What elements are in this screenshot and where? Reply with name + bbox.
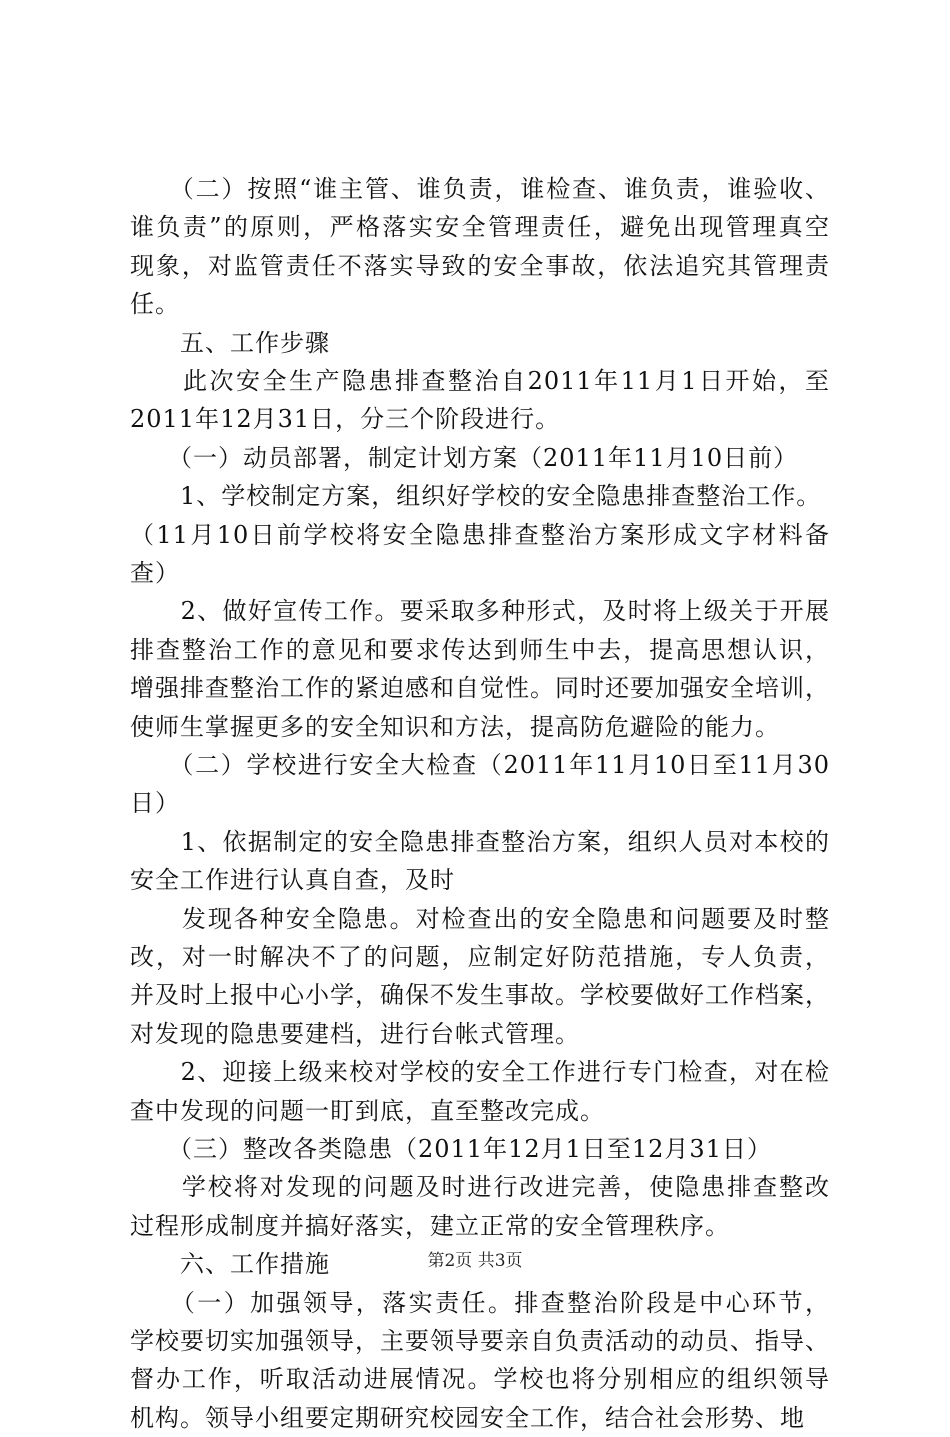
text-line: 1、学校制定方案，组织好学校的安全隐患排查整治工作。	[130, 482, 822, 511]
text-line: 此次安全生产隐患排查整治自2011年11月1日开始，至	[130, 367, 830, 395]
text-line: 改，对一时解决不了的问题，应制定好防范措施，专人负责，	[130, 943, 830, 971]
text-line: 日）	[130, 789, 180, 818]
text-line: 查中发现的问题一盯到底，直至整改完成。	[130, 1096, 605, 1125]
text-line: 五、工作步骤	[130, 328, 330, 357]
text-line: 发现各种安全隐患。对检查出的安全隐患和问题要及时整	[130, 904, 830, 933]
text-line: 督办工作，听取活动进展情况。学校也将分别相应的组织领导	[130, 1365, 830, 1394]
text-line: 增强排查整治工作的紧迫感和自觉性。同时还要加强安全培训，	[130, 674, 830, 703]
text-line: 2、做好宣传工作。要采取多种形式，及时将上级关于开展	[130, 597, 830, 626]
text-line: 谁负责”的原则，严格落实安全管理责任，避免出现管理真空	[130, 213, 830, 242]
text-line: （11月10日前学校将安全隐患排查整治方案形成文字材料备	[130, 520, 830, 549]
text-line: 安全工作进行认真自查，及时	[130, 866, 455, 895]
text-line: 并及时上报中心小学，确保不发生事故。学校要做好工作档案，	[130, 981, 830, 1010]
text-line: 任。	[130, 290, 180, 319]
text-line: 现象，对监管责任不落实导致的安全事故，依法追究其管理责	[130, 251, 830, 280]
text-line: 使师生掌握更多的安全知识和方法，提高防危避险的能力。	[130, 712, 780, 741]
text-line: （二）学校进行安全大检查（2011年11月10日至11月30	[130, 751, 830, 779]
text-line: 1、依据制定的安全隐患排查整治方案，组织人员对本校的	[130, 827, 830, 856]
text-line: （三）整改各类隐患（2011年12月1日至12月31日）	[130, 1135, 772, 1163]
text-line: （二）按照“谁主管、谁负责，谁检查、谁负责，谁验收、	[130, 175, 830, 203]
text-line: （一）加强领导，落实责任。排查整治阶段是中心环节，	[130, 1288, 830, 1317]
text-line: 对发现的隐患要建档，进行台帐式管理。	[130, 1019, 580, 1048]
text-line: 学校要切实加强领导，主要领导要亲自负责活动的动员、指导、	[130, 1327, 830, 1355]
text-line: 机构。领导小组要定期研究校园安全工作，结合社会形势、地	[130, 1403, 805, 1432]
text-line: 过程形成制度并搞好落实，建立正常的安全管理秩序。	[130, 1211, 730, 1240]
text-line: （一）动员部署，制定计划方案（2011年11月10日前）	[130, 443, 799, 472]
text-line: 2011年12月31日，分三个阶段进行。	[130, 405, 561, 434]
text-line: 六、工作措施	[130, 1250, 330, 1279]
text-line: 排查整治工作的意见和要求传达到师生中去，提高思想认识，	[130, 635, 830, 664]
text-line: 查）	[130, 559, 180, 587]
page-footer: 第2页 共3页	[427, 1251, 523, 1271]
text-line: 2、迎接上级来校对学校的安全工作进行专门检查，对在检	[130, 1058, 830, 1087]
text-line: 学校将对发现的问题及时进行改进完善，使隐患排查整改	[130, 1173, 830, 1202]
